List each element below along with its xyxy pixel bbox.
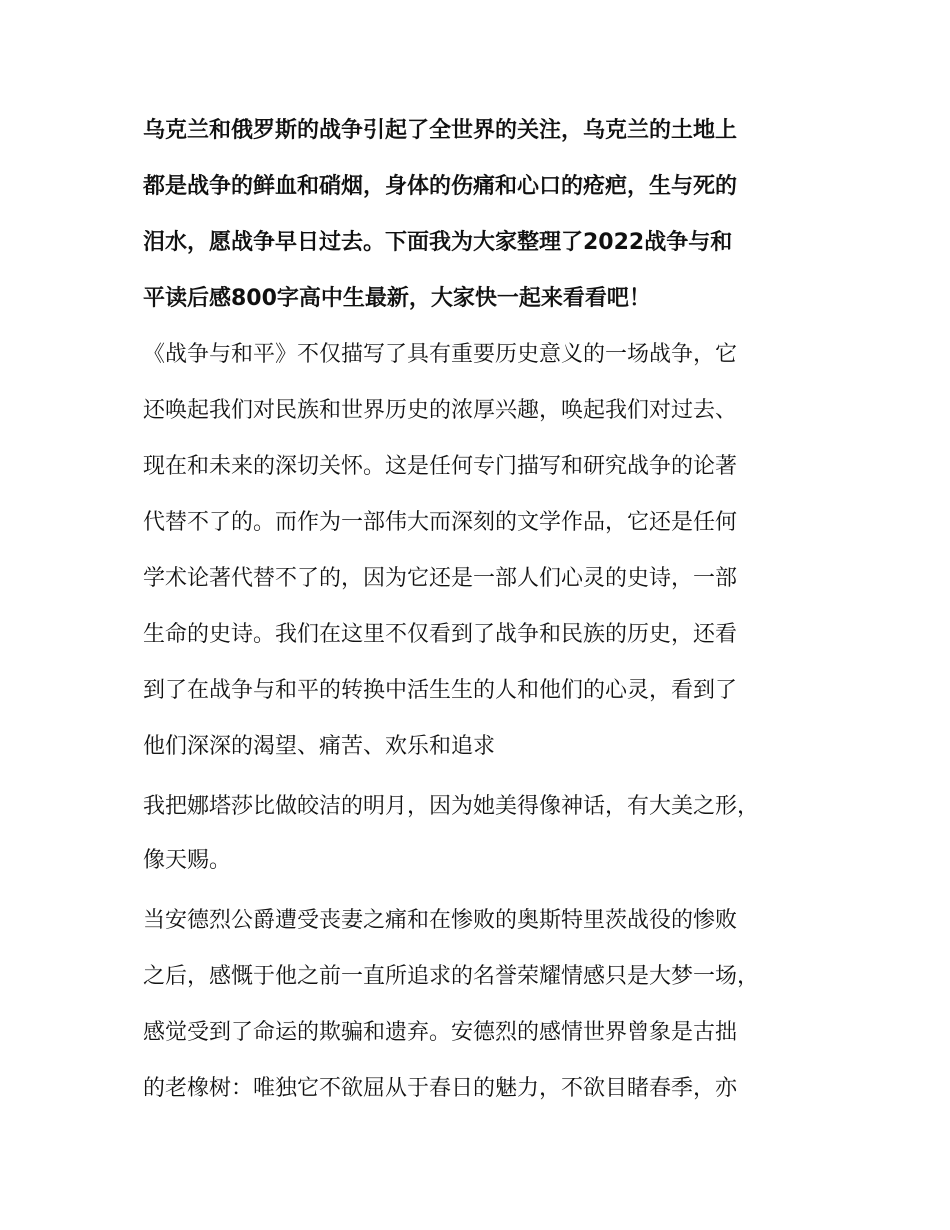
body-line: 他们深深的渴望、痛苦、欢乐和追求 bbox=[143, 734, 496, 759]
intro-line: 乌克兰和俄罗斯的战争引起了全世界的关注，乌克兰的土地上 bbox=[143, 118, 738, 143]
body-line: 我把娜塔莎比做皎洁的明月，因为她美得像神话，有大美之形， bbox=[143, 794, 760, 819]
body-line: 代替不了的。而作为一部伟大而深刻的文学作品，它还是任何 bbox=[143, 510, 738, 535]
body-line: 现在和未来的深切关怀。这是任何专门描写和研究战争的论著 bbox=[143, 454, 738, 479]
body-line: 到了在战争与和平的转换中活生生的人和他们的心灵，看到了 bbox=[143, 678, 738, 703]
body-line: 感觉受到了命运的欺骗和遗弃。安德烈的感情世界曾象是古拙 bbox=[143, 1020, 738, 1045]
body-line: 之后，感慨于他之前一直所追求的名誉荣耀情感只是大梦一场， bbox=[143, 964, 760, 989]
body-line: 生命的史诗。我们在这里不仅看到了战争和民族的历史，还看 bbox=[143, 622, 738, 647]
body-line: 学术论著代替不了的，因为它还是一部人们心灵的史诗，一部 bbox=[143, 566, 738, 591]
intro-line: 泪水，愿战争早日过去。下面我为大家整理了2022战争与和 bbox=[143, 230, 733, 255]
intro-line: 都是战争的鲜血和硝烟，身体的伤痛和心口的疮疤，生与死的 bbox=[143, 174, 738, 199]
intro-line: 平读后感800字高中生最新，大家快一起来看看吧！ bbox=[143, 286, 651, 311]
body-line: 当安德烈公爵遭受丧妻之痛和在惨败的奥斯特里茨战役的惨败 bbox=[143, 908, 738, 933]
body-line: 还唤起我们对民族和世界历史的浓厚兴趣，唤起我们对过去、 bbox=[143, 398, 738, 423]
body-line: 的老橡树：唯独它不欲屈从于春日的魅力，不欲目睹春季，亦 bbox=[143, 1076, 738, 1101]
body-line: 像天赐。 bbox=[143, 848, 232, 873]
body-line: 《战争与和平》不仅描写了具有重要历史意义的一场战争，它 bbox=[143, 342, 738, 367]
